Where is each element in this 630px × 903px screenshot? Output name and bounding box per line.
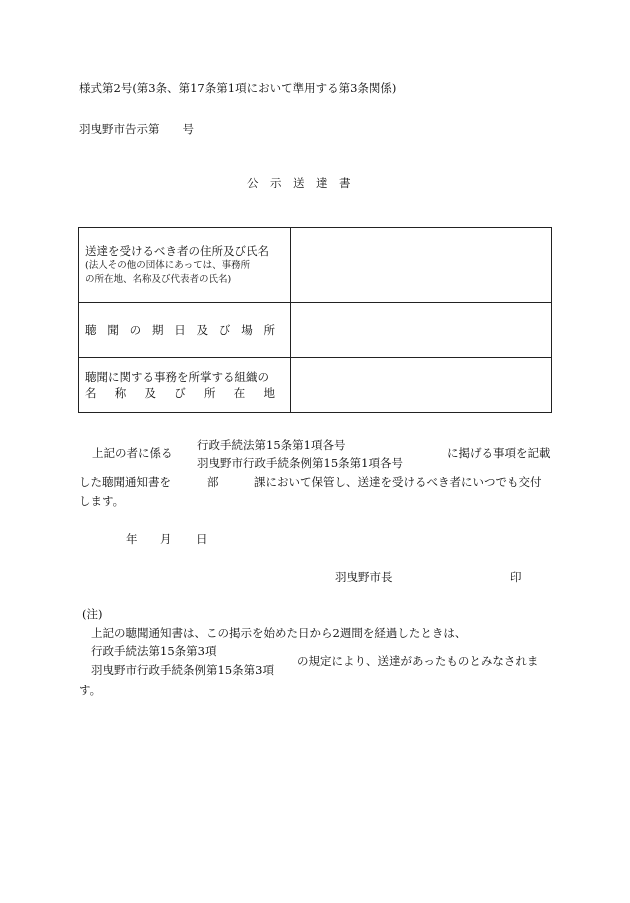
body-law-ref-1: 行政手続法第15条第1項各号 bbox=[197, 438, 346, 452]
note-heading: (注) bbox=[82, 607, 103, 621]
date-month: 月 bbox=[160, 532, 172, 546]
hearing-date-label bbox=[85, 322, 275, 338]
addressee-label-note-2: の所在地、名称及び代表者の氏名) bbox=[85, 273, 232, 285]
body-line2-a: した聴聞通知書を bbox=[79, 475, 171, 489]
notice-table bbox=[78, 227, 552, 413]
note-law-ref-1: 行政手続法第15条第3項 bbox=[91, 644, 217, 658]
note-suffix: の規定により、送達があったものとみなされま bbox=[297, 654, 539, 668]
notice-number: 羽曳野市告示第 号 bbox=[79, 122, 194, 136]
form-label: 様式第2号(第3条、第17条第1項において準用する第3条関係) bbox=[79, 81, 397, 95]
label-char: 称 bbox=[114, 385, 127, 400]
label-char: び bbox=[218, 323, 231, 337]
body-line3: します。 bbox=[79, 494, 125, 508]
body-suffix: に掲げる事項を記載 bbox=[447, 446, 551, 460]
note-line-end: す。 bbox=[79, 683, 102, 697]
label-char: 聞 bbox=[107, 323, 119, 337]
addressee-label-note-1: (法人その他の団体にあっては、事務所 bbox=[85, 259, 251, 271]
label-char: び bbox=[174, 385, 186, 400]
label-char: 及 bbox=[144, 385, 156, 400]
organization-label: 聴聞に関する事務を所掌する組織の bbox=[85, 369, 269, 384]
hearing-date-value[interactable] bbox=[291, 303, 552, 358]
date-year: 年 bbox=[126, 532, 138, 546]
body-line2-c: 課において保管し、送達を受けるべき者にいつでも交付 bbox=[254, 475, 542, 489]
addressee-label: 送達を受けるべき者の住所及び氏名 bbox=[85, 243, 269, 258]
mayor-title: 羽曳野市長 bbox=[335, 570, 393, 584]
body-prefix: 上記の者に係る bbox=[92, 446, 173, 460]
addressee-label-cell bbox=[79, 228, 291, 303]
body-line2-department: 部 bbox=[207, 475, 219, 489]
hearing-date-label-cell bbox=[79, 303, 291, 358]
organization-label-line2 bbox=[85, 385, 275, 401]
note-line1: 上記の聴聞通知書は、この掲示を始めた日から2週間を経過したときは、 bbox=[91, 626, 467, 640]
label-char: 場 bbox=[241, 323, 253, 337]
document-title: 公 示 送 達 書 bbox=[247, 176, 351, 190]
date-day: 日 bbox=[196, 532, 208, 546]
label-char: 期 bbox=[151, 323, 164, 337]
label-char: 所 bbox=[263, 323, 275, 337]
body-law-ref-2: 羽曳野市行政手続条例第15条第1項各号 bbox=[197, 456, 403, 470]
seal-mark: 印 bbox=[510, 570, 522, 584]
organization-value[interactable] bbox=[291, 358, 552, 413]
label-char: 及 bbox=[196, 323, 209, 337]
label-char: 聴 bbox=[85, 323, 97, 337]
addressee-value[interactable] bbox=[291, 228, 552, 303]
label-char: 地 bbox=[263, 385, 275, 400]
organization-label-cell bbox=[79, 358, 291, 413]
label-char: の bbox=[129, 323, 142, 337]
note-law-ref-2: 羽曳野市行政手続条例第15条第3項 bbox=[91, 663, 274, 677]
label-char: 所 bbox=[204, 385, 216, 400]
label-char: 日 bbox=[174, 323, 186, 337]
label-char: 名 bbox=[85, 385, 97, 400]
label-char: 在 bbox=[233, 385, 246, 400]
